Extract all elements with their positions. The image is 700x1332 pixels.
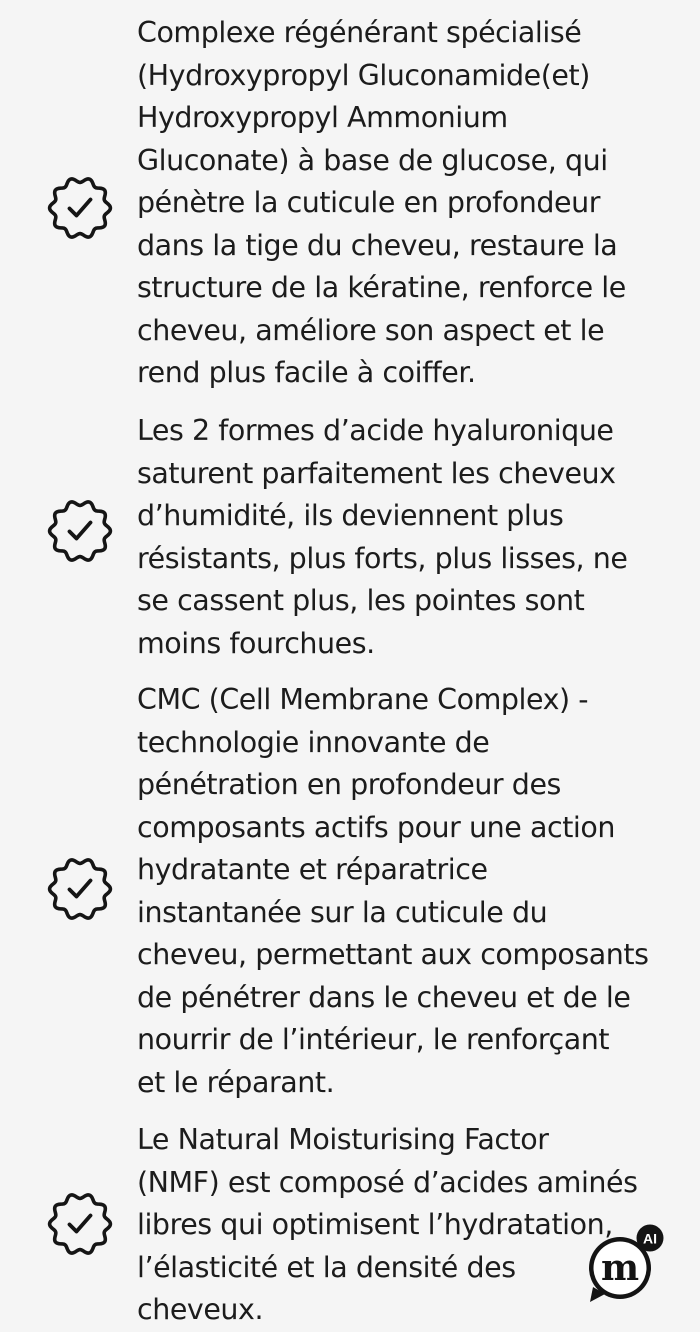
feature-text: Complexe régénérant spécialisé (Hydroxypropyl Gluconamide(et) Hydroxypropyl Ammonium Gluconate) à base de glucose, qui pénètre la cuticule en profondeur dans la tige du cheveu, restaure la structure de la kératine, renforce le cheveu, améliore son aspect et le rend plus facile à coiffer.	[137, 16, 626, 389]
check-badge-icon	[46, 855, 114, 923]
check-badge-icon	[46, 497, 114, 565]
feature-text: CMC (Cell Membrane Complex) - technologie innovante de pénétration en profondeur des composants actifs pour une action hydratante et réparatrice instantanée sur la cuticule du cheveu, permettant aux composants de pénétrer dans le cheveu et de le nourrir de l’intérieur, le renforçant et le réparant.	[137, 683, 649, 1099]
feature-text: Le Natural Moisturising Factor (NMF) est composé d’acides aminés libres qui optimisent l’hydratation, l’élasticité et la densité des cheveux.	[137, 1123, 638, 1326]
chat-bubble-logo-icon	[584, 1222, 666, 1304]
check-badge-icon	[46, 1190, 114, 1258]
logo-letter: m	[600, 1247, 640, 1289]
check-badge-icon	[46, 174, 114, 242]
feature-item-glucose-complex	[0, 12, 700, 392]
feature-item-hyaluronic-acid	[0, 410, 700, 666]
feature-item-cmc	[0, 679, 700, 1103]
feature-text: Les 2 formes d’acide hyaluronique saturent parfaitement les cheveux d’humidité, ils deviennent plus résistants, plus forts, plus lisses, ne se cassent plus, les pointes sont moins fourchues.	[137, 414, 628, 660]
ai-badge: AI	[643, 1230, 657, 1247]
